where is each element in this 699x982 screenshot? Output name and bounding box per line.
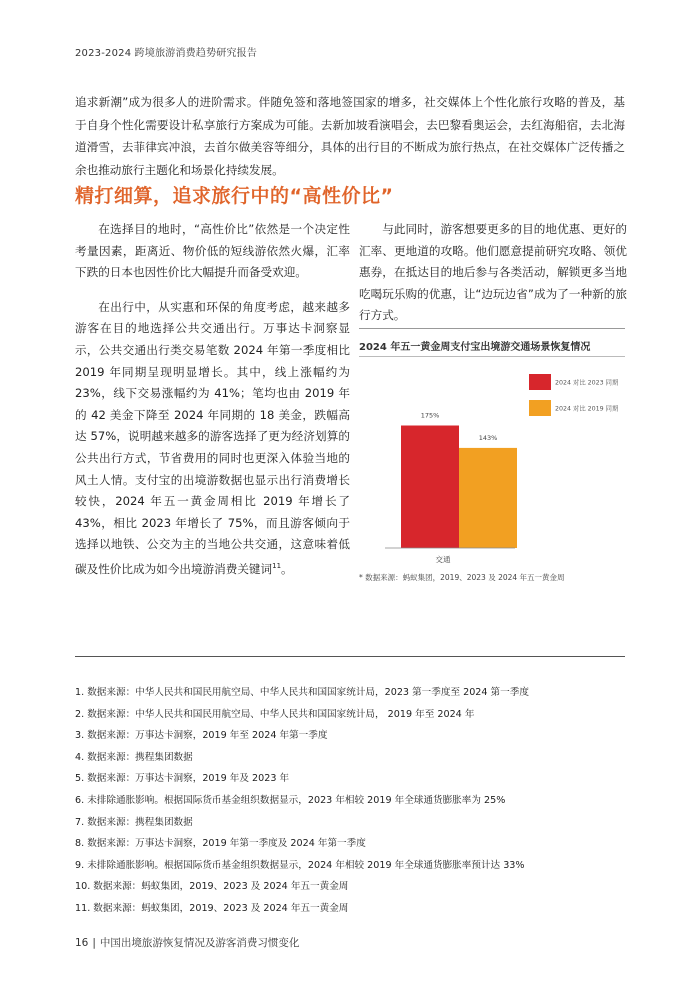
footnote-item: 7. 数据来源：携程集团数据 [75,816,193,828]
left-column [75,219,350,593]
footnote-item: 6. 未排除通胀影响。根据国际货币基金组织数据显示，2023 年相较 2019 年全球通货膨胀率为 25% [75,794,506,806]
category-label: 交通 [435,555,451,564]
footnote-item: 8. 数据来源：万事达卡洞察，2019 年第一季度及 2024 年第一季度 [75,838,366,850]
legend-swatch-2 [529,400,551,416]
right-column [359,219,627,327]
footnote-item: 9. 未排除通胀影响。根据国际货币基金组织数据显示，2024 年相较 2019 年全球通货膨胀率预计达 33% [75,859,525,871]
legend-label-1: 2024 对比 2023 同期 [555,379,619,387]
section-title: 精打细算，追求旅行中的“高性价比” [75,185,394,207]
report-header: 2023-2024 跨境旅游消费趋势研究报告 [75,48,258,59]
bar-value-label-2: 143% [478,433,498,442]
footnote-list [75,682,635,920]
legend [529,374,619,416]
lead-paragraph: 追求新潮”成为很多人的进阶需求。伴随免签和落地签国家的增多，社交媒体上个性化旅行攻略的普及，基于自身个性化需要设计私享旅行方案成为可能。去新加坡看演唱会，去巴黎看奥运会，去红海船宿，去北海道滑雪，去菲律宾冲浪，去首尔做美容等细分，具体的出行目的不断成为旅行热点，在社交媒体广泛传播之余也推动旅行主题化和场景化持续发展。 [75,95,625,177]
bar-chart [359,358,625,568]
legend-swatch-1 [529,374,551,390]
chart-title: 2024 年五一黄金周支付宝出境游交通场景恢复情况 [359,342,591,353]
chart-top-rule [359,328,625,329]
page-number: 16 [75,937,89,949]
footnote-item: 4. 数据来源：携程集团数据 [75,751,193,763]
left-paragraph-1: 在选择目的地时，“高性价比”依然是一个决定性考量因素，距离近、物价低的短线游依然火爆，汇率下跌的日本也因性价比大幅提升而备受欢迎。 [75,222,350,280]
footer-separator: | [92,937,96,949]
footnote-item: 1. 数据来源：中华人民共和国民用航空局、中华人民共和国国家统计局，2023 第一季度至 2024 第一季度 [75,687,529,698]
footnote-item: 3. 数据来源：万事达卡洞察，2019 年至 2024 年第一季度 [75,730,328,742]
bar-1 [401,426,459,549]
right-paragraph-1: 与此同时，游客想要更多的目的地优惠、更好的汇率、更地道的攻略。他们愿意提前研究攻略、领优惠券，在抵达目的地后参与各类活动，解锁更多当地吃喝玩乐购的优惠，让“边玩边省”成为了一种新的旅行方式。 [359,222,627,323]
legend-label-2: 2024 对比 2019 同期 [555,405,619,413]
footnote-divider [75,656,625,657]
bar-value-label-1: 175% [420,411,440,420]
footnote-item: 2. 数据来源：中华人民共和国民用航空局、中华人民共和国国家统计局， 2019 年至 2024 年 [75,708,475,720]
footer-title: 中国出境旅游恢复情况及游客消费习惯变化 [99,937,300,949]
footnote-ref[interactable]: 11 [272,561,282,570]
chart-title-rule [359,356,625,357]
left-paragraph-2 [75,297,350,581]
page-footer [75,935,299,950]
footnote-item: 11. 数据来源：蚂蚁集团，2019、2023 及 2024 年五一黄金周 [75,902,349,914]
chart-source-note: * 数据来源：蚂蚁集团，2019、2023 及 2024 年五一黄金周 [359,573,565,582]
bar-2 [459,448,517,548]
bars-layer [401,412,517,549]
footnote-item: 10. 数据来源：蚂蚁集团，2019、2023 及 2024 年五一黄金周 [75,881,349,893]
left-paragraph-2-text: 在出行中，从实惠和环保的角度考虑，越来越多游客在目的地选择公共交通出行。万事达卡洞察显示，公共交通出行类交易笔数 2024 年第一季度相比 2019 年同期呈现明显增长。其中，线上涨幅约为 23%，线下交易涨幅约为 41%；笔均也由 2019 年的 42 美金下降至 2024 年同期的 18 美金，跌幅高达 57%，说明越来越多的游客选择了更为经济划算的公共出行方式，节省费用的同时也更深入体验当地的风土人情。支付宝的出境游数据也显示出行消费增长较快，2024 年五一黄金周相比 2019 年增长了 43%，相比 2023 年增长了 75%，而且游客倾向于选择以地铁、公交为主的当地公共交通，这意味着低碳及性价比成为如今出境游消费关键词 [75,299,350,576]
left-paragraph-2-end: 。 [281,561,293,576]
footnote-item: 5. 数据来源：万事达卡洞察，2019 年及 2023 年 [75,773,290,785]
